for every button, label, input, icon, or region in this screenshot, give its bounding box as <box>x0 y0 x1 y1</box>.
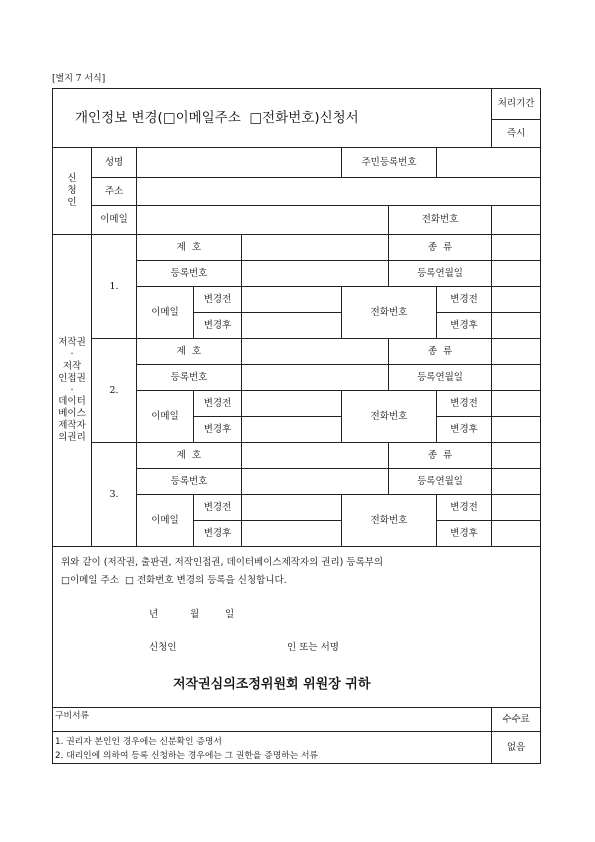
documents-label: 구비서류 <box>53 708 492 732</box>
email-before-label: 변경전 <box>194 287 242 313</box>
work-title-label: 제 호 <box>137 235 242 261</box>
reg-no-label: 등록번호 <box>137 261 242 287</box>
statement-line1: 위와 같이 (저작권, 출판권, 저작인접권, 데이터베이스제작자의 권리) 등록부의 <box>61 557 384 568</box>
reg-date-label: 등록연월일 <box>389 469 492 495</box>
form-title: 개인정보 변경(□이메일주소 □전화번호)신청서 <box>53 89 492 148</box>
address-label: 주소 <box>92 178 137 206</box>
name-input[interactable] <box>137 148 342 178</box>
processing-period-label: 처리기간 <box>492 89 541 120</box>
email-input[interactable] <box>137 206 389 235</box>
reg-date-label: 등록연월일 <box>389 365 492 391</box>
phone-before-label: 변경전 <box>437 495 492 521</box>
phone-after-input[interactable] <box>492 417 541 443</box>
name-label: 성명 <box>92 148 137 178</box>
email-after-input[interactable] <box>242 417 342 443</box>
processing-period-value: 즉시 <box>492 120 541 148</box>
email-after-input[interactable] <box>242 313 342 339</box>
kind-input[interactable] <box>492 235 541 261</box>
work-title-input[interactable] <box>242 443 389 469</box>
work-title-label: 제 호 <box>137 339 242 365</box>
entry-number: 2. <box>92 339 137 443</box>
rrn-input[interactable] <box>437 148 541 178</box>
phone-input[interactable] <box>492 206 541 235</box>
email-before-label: 변경전 <box>194 495 242 521</box>
email-before-input[interactable] <box>242 287 342 313</box>
kind-input[interactable] <box>492 339 541 365</box>
phone-before-input[interactable] <box>492 495 541 521</box>
address-input[interactable] <box>137 178 541 206</box>
phone-before-input[interactable] <box>492 287 541 313</box>
work-title-input[interactable] <box>242 339 389 365</box>
application-form <box>52 88 541 764</box>
form-number-label: [별지 7 서식] <box>52 74 106 84</box>
reg-date-input[interactable] <box>492 365 541 391</box>
entry-email-label: 이메일 <box>137 391 194 443</box>
applicant-sign-label: 신청인 <box>149 642 177 653</box>
rights-section-label: 저작권 · 저작 인접권 · 데이터 베이스 제작자 의권리 <box>53 235 92 547</box>
fee-label: 수수료 <box>492 708 541 732</box>
work-title-input[interactable] <box>242 235 389 261</box>
phone-before-label: 변경전 <box>437 287 492 313</box>
kind-label: 종 류 <box>389 443 492 469</box>
reg-no-input[interactable] <box>242 469 389 495</box>
reg-no-label: 등록번호 <box>137 365 242 391</box>
phone-before-input[interactable] <box>492 391 541 417</box>
entry-phone-label: 전화번호 <box>342 287 437 339</box>
work-title-label: 제 호 <box>137 443 242 469</box>
phone-label: 전화번호 <box>389 206 492 235</box>
email-after-input[interactable] <box>242 521 342 547</box>
documents-list <box>53 732 492 764</box>
recipient-line: 저작권심의조정위원회 위원장 귀하 <box>173 677 371 692</box>
entry-email-label: 이메일 <box>137 495 194 547</box>
reg-date-input[interactable] <box>492 469 541 495</box>
statement-line2: □이메일 주소 □ 전화번호 변경의 등록을 신청합니다. <box>61 575 287 586</box>
entry-number: 1. <box>92 235 137 339</box>
rrn-label: 주민등록번호 <box>342 148 437 178</box>
statement-section <box>53 547 541 708</box>
phone-after-label: 변경후 <box>437 417 492 443</box>
kind-label: 종 류 <box>389 339 492 365</box>
email-before-input[interactable] <box>242 495 342 521</box>
email-before-input[interactable] <box>242 391 342 417</box>
fee-value: 없음 <box>492 732 541 764</box>
reg-no-label: 등록번호 <box>137 469 242 495</box>
entry-number: 3. <box>92 443 137 547</box>
phone-after-input[interactable] <box>492 313 541 339</box>
document-item: 1. 권리자 본인인 경우에는 신분확인 증명서 <box>55 737 222 747</box>
phone-before-label: 변경전 <box>437 391 492 417</box>
reg-no-input[interactable] <box>242 365 389 391</box>
email-after-label: 변경후 <box>194 313 242 339</box>
phone-after-label: 변경후 <box>437 521 492 547</box>
email-after-label: 변경후 <box>194 521 242 547</box>
email-label: 이메일 <box>92 206 137 235</box>
reg-date-input[interactable] <box>492 261 541 287</box>
phone-after-label: 변경후 <box>437 313 492 339</box>
kind-input[interactable] <box>492 443 541 469</box>
email-before-label: 변경전 <box>194 391 242 417</box>
applicant-section-label: 신 청 인 <box>53 148 92 235</box>
reg-date-label: 등록연월일 <box>389 261 492 287</box>
date-year-label: 년 <box>149 609 159 620</box>
reg-no-input[interactable] <box>242 261 389 287</box>
entry-phone-label: 전화번호 <box>342 495 437 547</box>
email-checkbox[interactable]: □ <box>162 109 176 126</box>
date-month-label: 월 <box>190 609 200 620</box>
statement-phone-checkbox[interactable]: □ <box>124 575 134 586</box>
document-item: 2. 대리인에 의하여 등록 신청하는 경우에는 그 권한을 증명하는 서류 <box>55 751 319 761</box>
phone-after-input[interactable] <box>492 521 541 547</box>
entry-phone-label: 전화번호 <box>342 391 437 443</box>
statement-email-checkbox[interactable]: □ <box>61 575 70 586</box>
kind-label: 종 류 <box>389 235 492 261</box>
entry-email-label: 이메일 <box>137 287 194 339</box>
seal-or-sign-label: 인 또는 서명 <box>287 642 339 653</box>
phone-checkbox[interactable]: □ <box>249 109 263 126</box>
date-day-label: 일 <box>225 609 235 620</box>
email-after-label: 변경후 <box>194 417 242 443</box>
